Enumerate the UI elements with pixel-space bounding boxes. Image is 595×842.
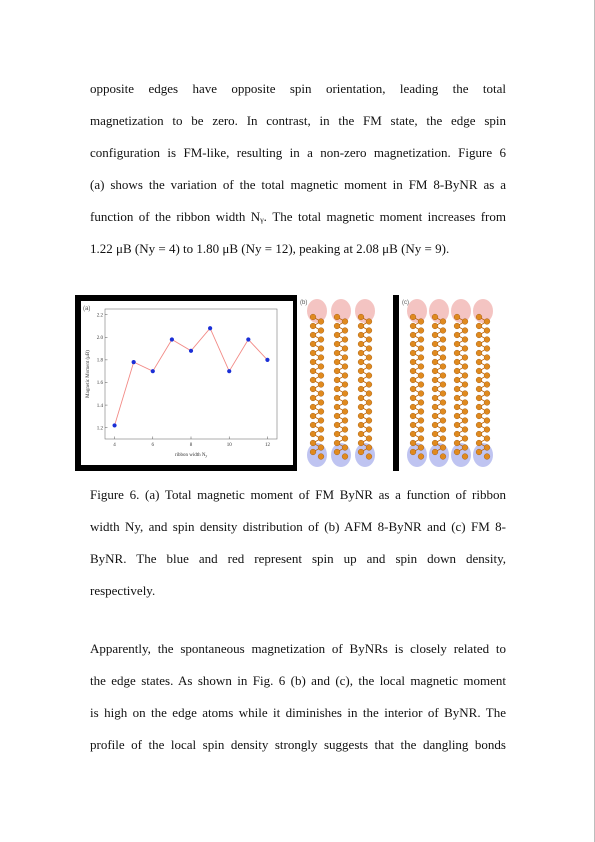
boron-atom: [410, 440, 416, 446]
boron-atom: [342, 418, 348, 424]
boron-atom: [484, 373, 490, 379]
boron-atom: [366, 418, 372, 424]
x-tick-label: 10: [226, 443, 232, 448]
boron-atom: [358, 350, 364, 356]
boron-atom: [410, 368, 416, 374]
boron-atom: [366, 427, 372, 433]
boron-atom: [432, 314, 438, 320]
data-point: [132, 360, 136, 364]
boron-atom: [462, 400, 468, 406]
boron-atom: [366, 382, 372, 388]
boron-atom: [484, 409, 490, 415]
boron-atom: [342, 337, 348, 343]
boron-atom: [476, 341, 482, 347]
boron-atom: [432, 350, 438, 356]
data-point: [112, 423, 116, 427]
boron-atom: [440, 355, 446, 361]
boron-atom: [462, 418, 468, 424]
boron-atom: [358, 377, 364, 383]
boron-atom: [476, 422, 482, 428]
boron-atom: [318, 391, 324, 397]
boron-atom: [432, 323, 438, 329]
boron-atom: [418, 418, 424, 424]
boron-atom: [432, 332, 438, 338]
figure-6: [75, 295, 493, 471]
boron-atom: [342, 445, 348, 451]
boron-atom: [334, 377, 340, 383]
boron-atom: [440, 373, 446, 379]
boron-atom: [318, 346, 324, 352]
boron-atom: [318, 373, 324, 379]
boron-atom: [462, 454, 468, 460]
boron-atom: [358, 395, 364, 401]
boron-atom: [418, 382, 424, 388]
boron-atom: [366, 436, 372, 442]
afm-spin-density-panel: [297, 295, 393, 471]
boron-atom: [358, 413, 364, 419]
boron-atom: [318, 436, 324, 442]
boron-atom: [310, 377, 316, 383]
text-line: is high on the edge atoms while it diminishes in the interior of ByNR. The: [90, 705, 506, 720]
boron-atom: [342, 373, 348, 379]
boron-atom: [310, 449, 316, 455]
boron-atom: [476, 395, 482, 401]
boron-atom: [334, 395, 340, 401]
text-line: function of the ribbon width Nᵧ. The total magnetic moment increases from: [90, 209, 506, 224]
boron-atom: [440, 436, 446, 442]
data-point: [189, 349, 193, 353]
boron-atom: [418, 454, 424, 460]
boron-atom: [342, 355, 348, 361]
boron-atom: [358, 332, 364, 338]
boron-atom: [310, 386, 316, 392]
boron-atom: [318, 382, 324, 388]
boron-atom: [310, 422, 316, 428]
boron-atom: [342, 454, 348, 460]
boron-atom: [418, 337, 424, 343]
boron-atom: [418, 427, 424, 433]
boron-atom: [366, 319, 372, 325]
boron-atom: [432, 449, 438, 455]
boron-atom: [432, 386, 438, 392]
text-line: Apparently, the spontaneous magnetization of ByNRs is closely related to: [90, 641, 506, 656]
spin-density-lobe: [429, 443, 449, 467]
spin-density-lobe: [451, 443, 471, 467]
boron-atom: [476, 404, 482, 410]
data-point: [246, 337, 250, 341]
boron-atom: [366, 391, 372, 397]
boron-atom: [462, 409, 468, 415]
boron-atom: [440, 409, 446, 415]
boron-atom: [334, 332, 340, 338]
boron-atom: [358, 404, 364, 410]
boron-atom: [334, 449, 340, 455]
boron-atom: [454, 449, 460, 455]
boron-atom: [484, 427, 490, 433]
boron-atom: [462, 373, 468, 379]
boron-atom: [318, 364, 324, 370]
y-tick-label: 1.4: [96, 403, 103, 409]
boron-atom: [454, 323, 460, 329]
boron-atom: [476, 350, 482, 356]
boron-atom: [432, 404, 438, 410]
boron-atom: [358, 314, 364, 320]
boron-atom: [454, 341, 460, 347]
boron-atom: [476, 359, 482, 365]
boron-atom: [318, 400, 324, 406]
boron-atom: [342, 409, 348, 415]
boron-atom: [318, 319, 324, 325]
boron-atom: [462, 328, 468, 334]
boron-atom: [440, 391, 446, 397]
boron-atom: [410, 449, 416, 455]
spin-density-lobe: [355, 443, 375, 467]
boron-atom: [440, 337, 446, 343]
x-tick-label: 4: [113, 443, 116, 448]
boron-atom: [310, 359, 316, 365]
panel-label-c: (c): [402, 300, 409, 306]
boron-atom: [366, 355, 372, 361]
x-tick-label: 8: [189, 443, 193, 448]
boron-atom: [418, 400, 424, 406]
boron-atom: [454, 350, 460, 356]
caption-line: Figure 6. (a) Total magnetic moment of FM ByNR as a function of ribbon: [90, 487, 506, 502]
boron-atom: [476, 413, 482, 419]
boron-atom: [454, 332, 460, 338]
boron-atom: [462, 427, 468, 433]
boron-atom: [418, 409, 424, 415]
boron-atom: [310, 440, 316, 446]
x-tick-label: 6: [151, 443, 155, 448]
boron-atom: [334, 422, 340, 428]
boron-atom: [484, 445, 490, 451]
boron-atom: [484, 418, 490, 424]
boron-atom: [342, 427, 348, 433]
boron-atom: [334, 440, 340, 446]
boron-atom: [462, 346, 468, 352]
boron-atom: [418, 436, 424, 442]
boron-atom: [454, 359, 460, 365]
boron-atom: [484, 436, 490, 442]
boron-atom: [366, 346, 372, 352]
boron-atom: [432, 413, 438, 419]
boron-atom: [310, 323, 316, 329]
boron-atom: [454, 314, 460, 320]
text-line: (a) shows the variation of the total magnetic moment in FM 8-ByNR as a: [90, 177, 506, 192]
boron-atom: [410, 332, 416, 338]
panel-label-a: (a): [83, 306, 91, 312]
boron-atom: [418, 328, 424, 334]
boron-atom: [484, 328, 490, 334]
boron-atom: [432, 341, 438, 347]
boron-atom: [462, 445, 468, 451]
boron-atom: [454, 386, 460, 392]
boron-atom: [432, 431, 438, 437]
boron-atom: [476, 332, 482, 338]
boron-atom: [310, 404, 316, 410]
y-tick-label: 2.2: [96, 313, 103, 319]
boron-atom: [462, 319, 468, 325]
x-axis-label: ribbon width $N_y$: [174, 453, 208, 459]
caption-line: respectively.: [90, 583, 156, 598]
boron-atom: [440, 382, 446, 388]
boron-atom: [476, 368, 482, 374]
boron-atom: [454, 422, 460, 428]
boron-atom: [432, 377, 438, 383]
boron-atom: [310, 395, 316, 401]
boron-atom: [440, 445, 446, 451]
boron-atom: [358, 440, 364, 446]
boron-atom: [334, 431, 340, 437]
boron-atom: [418, 391, 424, 397]
data-point: [227, 369, 231, 373]
boron-atom: [318, 427, 324, 433]
boron-atom: [334, 314, 340, 320]
boron-atom: [410, 314, 416, 320]
data-point: [170, 337, 174, 341]
boron-atom: [318, 409, 324, 415]
boron-atom: [366, 337, 372, 343]
boron-atom: [358, 368, 364, 374]
boron-atom: [366, 409, 372, 415]
boron-atom: [410, 413, 416, 419]
boron-atom: [358, 431, 364, 437]
boron-atom: [440, 454, 446, 460]
boron-atom: [476, 440, 482, 446]
boron-atom: [484, 391, 490, 397]
panel-label-b: (b): [300, 300, 308, 306]
boron-atom: [454, 431, 460, 437]
boron-atom: [334, 350, 340, 356]
boron-atom: [410, 323, 416, 329]
boron-atom: [418, 346, 424, 352]
y-tick-label: 1.2: [96, 426, 103, 432]
boron-atom: [432, 440, 438, 446]
figure-caption: [90, 479, 506, 607]
boron-atom: [318, 445, 324, 451]
boron-atom: [334, 386, 340, 392]
boron-atom: [310, 431, 316, 437]
boron-atom: [440, 319, 446, 325]
boron-atom: [410, 350, 416, 356]
boron-atom: [358, 449, 364, 455]
boron-atom: [418, 355, 424, 361]
boron-atom: [440, 418, 446, 424]
boron-atom: [418, 373, 424, 379]
caption-line: width Ny, and spin density distribution of (b) AFM 8-ByNR and (c) FM 8-: [90, 519, 506, 534]
boron-atom: [310, 368, 316, 374]
text-line: opposite edges have opposite spin orientation, leading the total: [90, 81, 506, 96]
text-line: configuration is FM-like, resulting in a non-zero magnetization. Figure 6: [90, 145, 506, 160]
boron-atom: [410, 404, 416, 410]
boron-atom: [432, 368, 438, 374]
boron-atom: [334, 413, 340, 419]
boron-atom: [342, 346, 348, 352]
boron-atom: [310, 341, 316, 347]
boron-atom: [334, 404, 340, 410]
boron-atom: [432, 359, 438, 365]
boron-atom: [334, 359, 340, 365]
boron-atom: [484, 400, 490, 406]
text-line: 1.22 μB (Ny = 4) to 1.80 μB (Ny = 12), peaking at 2.08 μB (Ny = 9).: [90, 241, 450, 256]
boron-atom: [410, 341, 416, 347]
boron-atom: [318, 337, 324, 343]
data-point: [208, 326, 212, 330]
boron-atom: [418, 364, 424, 370]
boron-atom: [432, 395, 438, 401]
boron-atom: [454, 395, 460, 401]
boron-atom: [440, 400, 446, 406]
y-tick-label: 2.0: [96, 335, 103, 341]
boron-atom: [310, 332, 316, 338]
boron-atom: [462, 391, 468, 397]
data-point: [265, 358, 269, 362]
x-tick-label: 12: [264, 443, 270, 448]
boron-atom: [310, 314, 316, 320]
boron-atom: [342, 436, 348, 442]
y-axis-label: Magnetic Moment (μB): [86, 350, 91, 398]
boron-atom: [318, 418, 324, 424]
boron-atom: [454, 413, 460, 419]
boron-atom: [418, 319, 424, 325]
text-line: profile of the local spin density strongly suggests that the dangling bonds: [90, 737, 506, 752]
boron-atom: [462, 382, 468, 388]
boron-atom: [454, 404, 460, 410]
boron-atom: [484, 346, 490, 352]
boron-atom: [484, 319, 490, 325]
boron-atom: [484, 454, 490, 460]
paragraph-1: [90, 73, 506, 265]
boron-atom: [334, 341, 340, 347]
spin-density-lobe: [307, 443, 327, 467]
boron-atom: [418, 445, 424, 451]
boron-atom: [440, 346, 446, 352]
boron-atom: [454, 377, 460, 383]
y-tick-label: 1.6: [96, 381, 103, 387]
boron-atom: [454, 440, 460, 446]
boron-atom: [318, 355, 324, 361]
boron-atom: [462, 337, 468, 343]
boron-atom: [318, 454, 324, 460]
boron-atom: [476, 314, 482, 320]
boron-atom: [318, 328, 324, 334]
boron-atom: [410, 377, 416, 383]
boron-atom: [358, 422, 364, 428]
boron-atom: [484, 364, 490, 370]
boron-atom: [366, 400, 372, 406]
fm-spin-density-panel: [399, 295, 493, 471]
boron-atom: [334, 323, 340, 329]
boron-atom: [410, 431, 416, 437]
boron-atom: [366, 328, 372, 334]
boron-atom: [334, 368, 340, 374]
boron-atom: [342, 382, 348, 388]
boron-atom: [342, 319, 348, 325]
boron-atom: [462, 364, 468, 370]
boron-atom: [410, 386, 416, 392]
data-point: [151, 369, 155, 373]
spin-density-lobe: [473, 443, 493, 467]
boron-atom: [410, 422, 416, 428]
boron-atom: [484, 355, 490, 361]
boron-atom: [342, 400, 348, 406]
boron-atom: [440, 427, 446, 433]
boron-atom: [454, 368, 460, 374]
boron-atom: [366, 373, 372, 379]
boron-atom: [440, 364, 446, 370]
boron-atom: [366, 454, 372, 460]
boron-atom: [476, 377, 482, 383]
boron-atom: [310, 350, 316, 356]
boron-atom: [462, 436, 468, 442]
boron-atom: [476, 431, 482, 437]
text-line: the edge states. As shown in Fig. 6 (b) and (c), the local magnetic moment: [90, 673, 506, 688]
boron-atom: [476, 323, 482, 329]
boron-atom: [440, 328, 446, 334]
boron-atom: [342, 364, 348, 370]
caption-line: ByNR. The blue and red represent spin up and spin down density,: [90, 551, 506, 566]
boron-atom: [358, 386, 364, 392]
boron-atom: [358, 323, 364, 329]
boron-atom: [310, 413, 316, 419]
boron-atom: [358, 341, 364, 347]
magnetic-moment-chart: [81, 301, 293, 465]
boron-atom: [462, 355, 468, 361]
y-tick-label: 1.8: [96, 358, 103, 364]
text-line: magnetization to be zero. In contrast, in the FM state, the edge spin: [90, 113, 506, 128]
boron-atom: [366, 364, 372, 370]
boron-atom: [358, 359, 364, 365]
boron-atom: [484, 382, 490, 388]
boron-atom: [476, 449, 482, 455]
boron-atom: [410, 395, 416, 401]
spin-density-lobe: [331, 443, 351, 467]
boron-atom: [366, 445, 372, 451]
boron-atom: [342, 391, 348, 397]
boron-atom: [410, 359, 416, 365]
paragraph-2: [90, 633, 506, 761]
spin-density-lobe: [407, 443, 427, 467]
boron-atom: [432, 422, 438, 428]
boron-atom: [342, 328, 348, 334]
boron-atom: [476, 386, 482, 392]
boron-atom: [484, 337, 490, 343]
